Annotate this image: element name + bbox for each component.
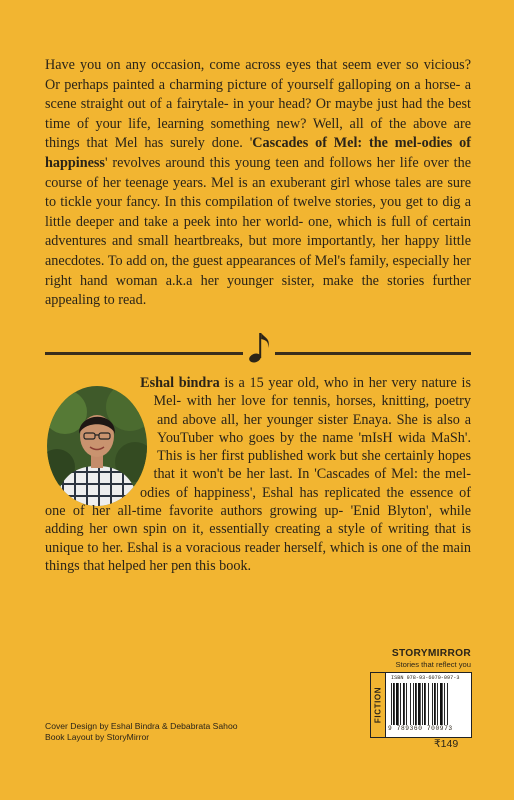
divider-line-right <box>275 352 471 355</box>
author-section <box>45 374 471 575</box>
music-note-divider <box>45 330 471 366</box>
barcode-icon <box>391 683 465 725</box>
music-note-icon <box>247 330 273 364</box>
price: ₹149 <box>434 738 459 750</box>
isbn-barcode-box <box>370 672 472 738</box>
ean-number: 9 789360 700973 <box>388 725 453 732</box>
publisher-logo <box>373 648 471 669</box>
blurb-book-title: Cascades of Mel: the mel-odies of happiness <box>45 135 471 171</box>
publisher-tagline: Stories that reflect you <box>395 660 471 669</box>
genre-label-strip <box>371 673 386 737</box>
genre-label: FICTION <box>373 686 383 724</box>
cover-design-credit: Cover Design by Eshal Bindra & Debabrata Sahoo <box>45 721 238 731</box>
author-name: Eshal bindra <box>140 375 220 391</box>
author-photo <box>45 382 149 510</box>
publisher-name: STORYMIRROR <box>391 648 471 659</box>
blurb-text-1: Have you on any occasion, come across eyes that seem ever so vicious? Or perhaps painted a charming picture of yourself galloping on a horse- a scene straight out of a fairytale- in your head? Or maybe just had the best time of your life, learning something new? Well, all of the above are things that Mel has surely done. ' <box>45 57 471 152</box>
isbn-text: ISBN 978-93-6070-097-3 <box>391 675 460 681</box>
book-layout-credit: Book Layout by StoryMirror <box>45 732 150 742</box>
author-bio-text: is a 15 year old, who in her very nature is Mel- with her love for tennis, horses, knitting, poetry and above all, her younger sister Enaya. She is also a YouTuber who goes by the name 'mIsH wida MaSh'. This is her first published work but she certainly hopes that it won't be her last. In 'Cascades of Mel: the mel-odies of happiness', Eshal has replicated the essence of one of her all-time favorite authors growing up- 'Enid Blyton', while adding her own spin on it, essentially creating a style of writing that is unique to her. Eshal is a voracious reader herself, which is one of the main things that helped her pen this book. <box>45 375 471 574</box>
blurb-text-2: ' revolves around this young teen and follows her life over the course of her teenage years. Mel is an exuberant girl whose tales are sure to tickle your fancy. In this compilation of twelve stories, you get to dig a little deeper and take a peek into her world- one, which is full of certain adventures and small heartbreaks, but more importantly, her happy little anecdotes. To add on, the guest appearances of Mel's family, especially her right hand woman a.k.a her younger sister, make the stories further appealing to read. <box>45 154 471 309</box>
back-cover-blurb <box>45 56 471 311</box>
credits <box>45 721 238 743</box>
divider-line-left <box>45 352 243 355</box>
